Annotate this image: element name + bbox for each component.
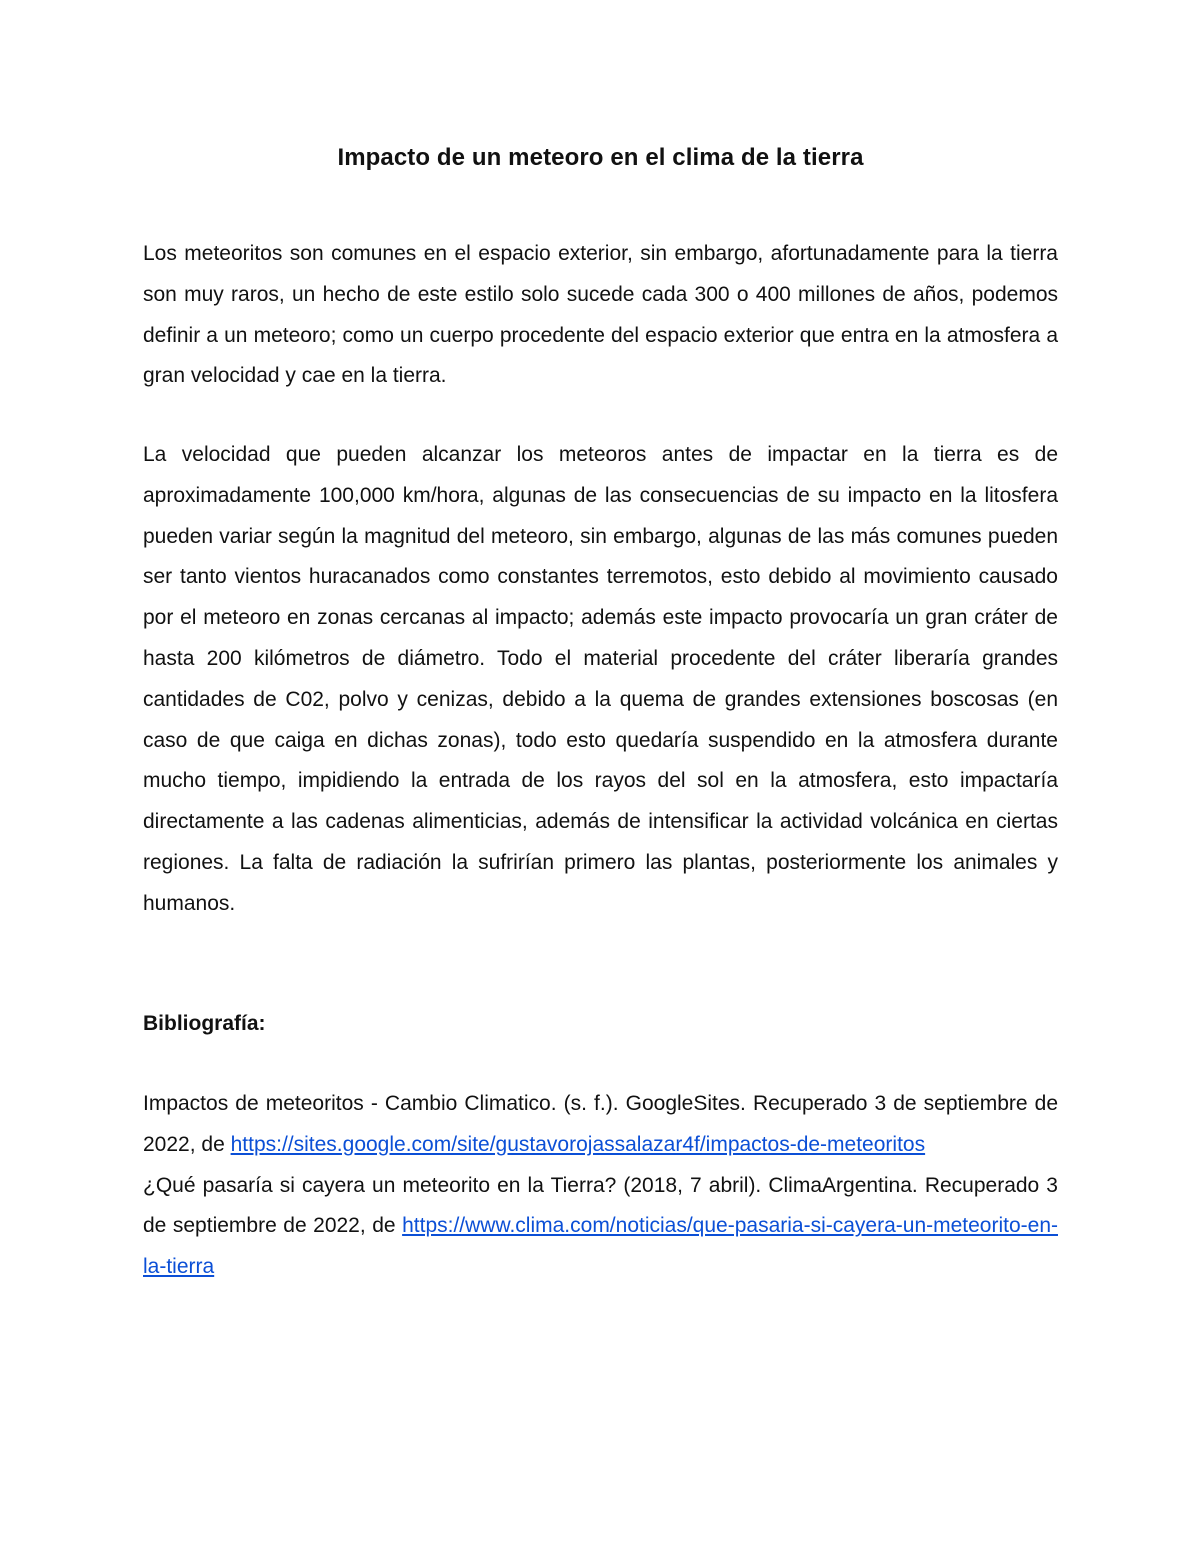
reference-item bbox=[143, 1084, 1058, 1166]
document-title: Impacto de un meteoro en el clima de la tierra bbox=[337, 144, 864, 171]
paragraph-impact: La velocidad que pueden alcanzar los meteoros antes de impactar en la tierra es de aproximadamente 100,000 km/hora, algunas de las consecuencias de su impacto en la litosfera pueden variar según la magnitud del meteoro, sin embargo, algunas de las más comunes pueden ser tanto vientos huracanados como constantes terremotos, esto debido al movimiento causado por el meteoro en zonas cercanas al impacto; además este impacto provocaría un gran cráter de hasta 200 kilómetros de diámetro. Todo el material procedente del cráter liberaría grandes cantidades de C02, polvo y cenizas, debido a la quema de grandes extensiones boscosas (en caso de que caiga en dichas zonas), todo esto quedaría suspendido en la atmosfera durante mucho tiempo, impidiendo la entrada de los rayos del sol en la atmosfera, esto impactaría directamente a las cadenas alimenticias, además de intensificar la actividad volcánica en ciertas regiones. La falta de radiación la sufrirían primero las plantas, posteriormente los animales y humanos. bbox=[143, 443, 1058, 915]
paragraph-intro: Los meteoritos son comunes en el espacio exterior, sin embargo, afortunadamente para la tierra son muy raros, un hecho de este estilo solo sucede cada 300 o 400 millones de años, podemos definir a un meteoro; como un cuerpo procedente del espacio exterior que entra en la atmosfera a gran velocidad y cae en la tierra. bbox=[143, 242, 1058, 388]
reference-link[interactable]: https://www.clima.com/noticias/que-pasaria-si-cayera-un-meteorito-en-la-tierra bbox=[143, 1214, 1058, 1279]
reference-link[interactable]: https://sites.google.com/site/gustavorojassalazar4f/impactos-de-meteoritos bbox=[230, 1132, 926, 1156]
bibliography-list bbox=[143, 1084, 1058, 1288]
reference-text: ¿Qué pasaría si cayera un meteorito en la Tierra? (2018, 7 abril). ClimaArgentina. Recuperado 3 de septiembre de 2022, de bbox=[143, 1173, 1058, 1238]
reference-item bbox=[143, 1166, 1058, 1288]
bibliography-heading: Bibliografía: bbox=[143, 1012, 266, 1035]
reference-text: Impactos de meteoritos - Cambio Climatico. (s. f.). GoogleSites. Recuperado 3 de septiembre de 2022, de bbox=[143, 1092, 1058, 1156]
